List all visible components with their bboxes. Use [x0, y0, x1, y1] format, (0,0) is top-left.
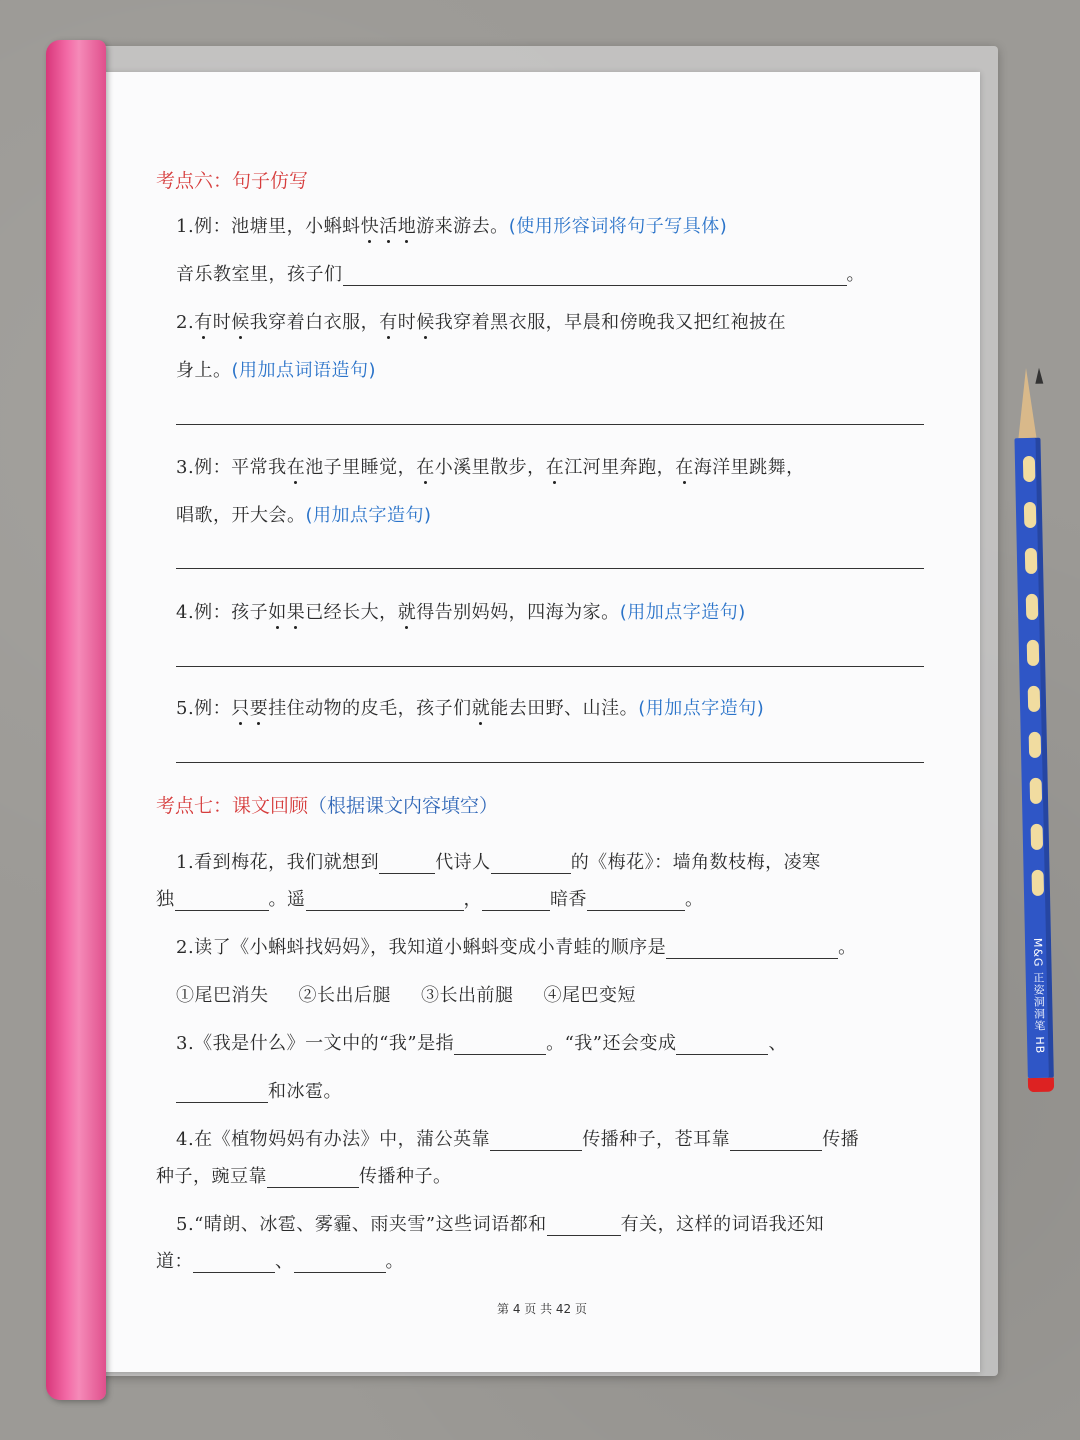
- s7-question-2: 2.读了《小蝌蚪找妈妈》，我知道小蝌蚪变成小青蛙的顺序是 。: [176, 937, 857, 958]
- page-footer: 第 4 页 共 42 页: [497, 1302, 587, 1316]
- s6-question-2-cont: 身上。(用加点词语造句): [176, 360, 377, 381]
- blank-word-1[interactable]: [193, 1254, 275, 1273]
- s7-question-2-options: ①尾巴消失 ②长出后腿 ③长出前腿 ④尾巴变短: [176, 985, 636, 1006]
- blank-becomes-2[interactable]: [176, 1084, 268, 1103]
- s7-question-5: 5.“晴朗、冰雹、雾霾、雨夹雪”这些词语都和 有关，这样的词语我还知: [176, 1214, 825, 1235]
- worksheet-page: [104, 72, 980, 1372]
- s6-question-1: 1.例：池塘里，小蝌蚪快活地游来游去。(使用形容词将句子写具体): [176, 216, 728, 237]
- blank-dynasty[interactable]: [379, 855, 435, 874]
- pencil: [1013, 368, 1054, 1088]
- s6-question-1-answer: 音乐教室里，孩子们 。: [176, 264, 865, 285]
- blank-what-am-i[interactable]: [454, 1036, 546, 1055]
- section6-title: 考点六：句子仿写: [156, 170, 309, 192]
- answer-blank[interactable]: [343, 267, 847, 286]
- blank-word-2[interactable]: [294, 1254, 386, 1273]
- s7-question-3-cont: 和冰雹。: [176, 1077, 342, 1103]
- s6-question-3: 3.例：平常我在池子里睡觉，在小溪里散步，在江河里奔跑，在海洋里跳舞，: [176, 457, 805, 478]
- blank-related[interactable]: [547, 1217, 621, 1236]
- s7-question-3: 3.《我是什么》一文中的“我”是指 。“我”还会变成 、: [176, 1033, 787, 1054]
- s6-question-5: 5.例：只要挂住动物的皮毛，孩子们就能去田野、山洼。(用加点字造句): [176, 698, 765, 719]
- section7-title: 考点七：课文回顾（根据课文内容填空）: [156, 795, 499, 817]
- s7-question-4-cont: 种子，豌豆靠 传播种子。: [156, 1166, 452, 1187]
- blank-cocklebur[interactable]: [730, 1132, 822, 1151]
- blank-poem-1[interactable]: [175, 892, 269, 911]
- answer-line-2[interactable]: [176, 424, 924, 425]
- s6-question-2: 2.有时候我穿着白衣服，有时候我穿着黑衣服，早晨和傍晚我又把红袍披在: [176, 312, 787, 333]
- s6-question-4: 4.例：孩子如果已经长大，就得告别妈妈，四海为家。(用加点字造句): [176, 602, 746, 623]
- answer-line-3[interactable]: [176, 568, 924, 569]
- s7-question-1: 1.看到梅花，我们就想到 代诗人 的《梅花》：墙角数枝梅，凌寒: [176, 852, 821, 873]
- blank-dandelion[interactable]: [490, 1132, 582, 1151]
- s7-question-1-cont: 独 。遥 ， 暗香 。: [156, 889, 704, 910]
- s6-question-3-cont: 唱歌，开大会。(用加点字造句): [176, 505, 432, 526]
- blank-poem-3[interactable]: [482, 892, 550, 911]
- answer-line-4[interactable]: [176, 666, 924, 667]
- blank-poem-2[interactable]: [306, 892, 464, 911]
- blank-poem-4[interactable]: [587, 892, 685, 911]
- s7-question-4: 4.在《植物妈妈有办法》中，蒲公英靠 传播种子，苍耳靠 传播: [176, 1129, 860, 1150]
- pencil-brand: M&G 正姿洞洞笔 HB: [1030, 937, 1047, 1055]
- pencil-tip: [1017, 368, 1036, 438]
- pencil-end: [1028, 1078, 1054, 1093]
- binder-spine: [46, 40, 106, 1400]
- blank-pea[interactable]: [267, 1169, 359, 1188]
- s6-q1-hint: (使用形容词将句子写具体): [508, 216, 728, 237]
- blank-order[interactable]: [666, 940, 838, 959]
- blank-becomes-1[interactable]: [676, 1036, 768, 1055]
- pencil-body: [1014, 438, 1053, 1078]
- s7-question-5-cont: 道： 、 。: [156, 1251, 404, 1272]
- answer-line-5[interactable]: [176, 762, 924, 763]
- blank-poet[interactable]: [491, 855, 571, 874]
